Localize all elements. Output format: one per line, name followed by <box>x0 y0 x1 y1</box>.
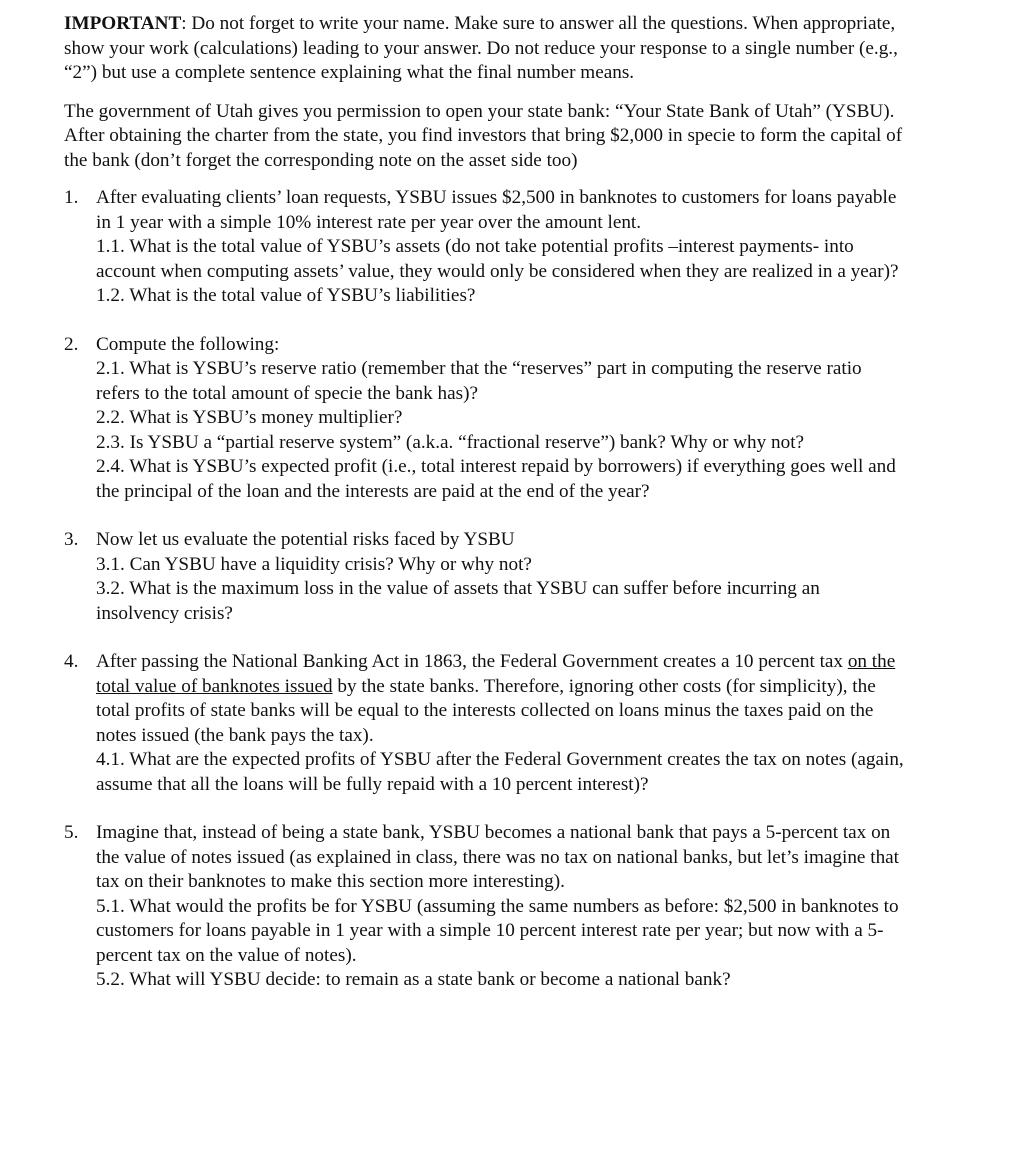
underlined-phrase: on the total value of banknotes issued <box>96 651 896 697</box>
question-number: 3. <box>64 529 79 550</box>
question-text-start: After passing the National Banking Act in 1863, the Federal Government creates a 10 percent tax <box>96 651 848 672</box>
important-label: IMPORTANT <box>64 13 182 34</box>
sub-question: 1.1. What is the total value of YSBU’s assets (do not take potential profits –interest payments- into account when computing assets’ value, they would only be considered when they are realized in a year)? <box>96 236 899 282</box>
sub-question: 5.2. What will YSBU decide: to remain as a state bank or become a national bank? <box>96 969 731 990</box>
question-5 <box>64 821 904 993</box>
question-3 <box>64 528 904 626</box>
question-list <box>64 186 904 993</box>
question-text-end: by the state banks. Therefore, ignoring other costs (for simplicity), the total profits of state banks will be equal to the interests collected on loans minus the taxes paid on the notes issued (the bank pays the tax). <box>96 675 876 746</box>
question-2 <box>64 333 904 505</box>
instructions-paragraph <box>64 12 904 86</box>
sub-question: 2.2. What is YSBU’s money multiplier? <box>96 407 403 428</box>
instructions-text: : Do not forget to write your name. Make sure to answer all the questions. When appropriate, show your work (calculations) leading to your answer. Do not reduce your response to a single number (e.g., “2”) but use a complete sentence explaining what the final number means. <box>64 13 898 83</box>
question-number: 5. <box>64 822 79 843</box>
sub-question: 2.3. Is YSBU a “partial reserve system” (a.k.a. “fractional reserve”) bank? Why or why not? <box>96 431 805 453</box>
sub-question: 3.1. Can YSBU have a liquidity crisis? Why or why not? <box>96 553 532 575</box>
question-text: Imagine that, instead of being a state bank, YSBU becomes a national bank that pays a 5-percent tax on the value of notes issued (as explained in class, there was no tax on national banks, but let’s imagine that tax on their banknotes to make this section more interesting). <box>96 822 900 892</box>
scenario-paragraph: The government of Utah gives you permission to open your state bank: “Your State Bank of Utah” (YSBU). After obtaining the charter from the state, you find investors that bring $2,000 in specie to form the capital of the bank (don’t forget the corresponding note on the asset side too) <box>64 100 903 171</box>
sub-question: 2.4. What is YSBU’s expected profit (i.e., total interest repaid by borrowers) if everything goes well and the principal of the loan and the interests are paid at the end of the year? <box>96 456 896 502</box>
question-text: Compute the following: <box>96 333 280 355</box>
question-text: Now let us evaluate the potential risks faced by YSBU <box>96 529 515 550</box>
question-number: 2. <box>64 333 79 355</box>
sub-question: 1.2. What is the total value of YSBU’s liabilities? <box>96 285 476 306</box>
sub-question: 5.1. What would the profits be for YSBU (assuming the same numbers as before: $2,500 in banknotes to customers for loans payable in 1 year with a simple 10 percent interest rate per year; but now with a 5-percent tax on the value of notes). <box>96 895 899 966</box>
question-text <box>96 651 895 746</box>
sub-question: 4.1. What are the expected profits of YSBU after the Federal Government creates the tax on notes (again, assume that all the loans will be fully repaid with a 10 percent interest)? <box>96 749 904 795</box>
question-number: 1. <box>64 187 79 208</box>
question-4 <box>64 650 904 797</box>
question-number: 4. <box>64 651 79 672</box>
question-1 <box>64 186 904 309</box>
sub-question: 2.1. What is YSBU’s reserve ratio (remember that the “reserves” part in computing the reserve ratio refers to the total amount of specie the bank has)? <box>96 358 862 404</box>
sub-question: 3.2. What is the maximum loss in the value of assets that YSBU can suffer before incurring an insolvency crisis? <box>96 578 820 624</box>
question-text: After evaluating clients’ loan requests, YSBU issues $2,500 in banknotes to customers for loans payable in 1 year with a simple 10% interest rate per year over the amount lent. <box>96 187 897 233</box>
document-page <box>64 12 904 993</box>
